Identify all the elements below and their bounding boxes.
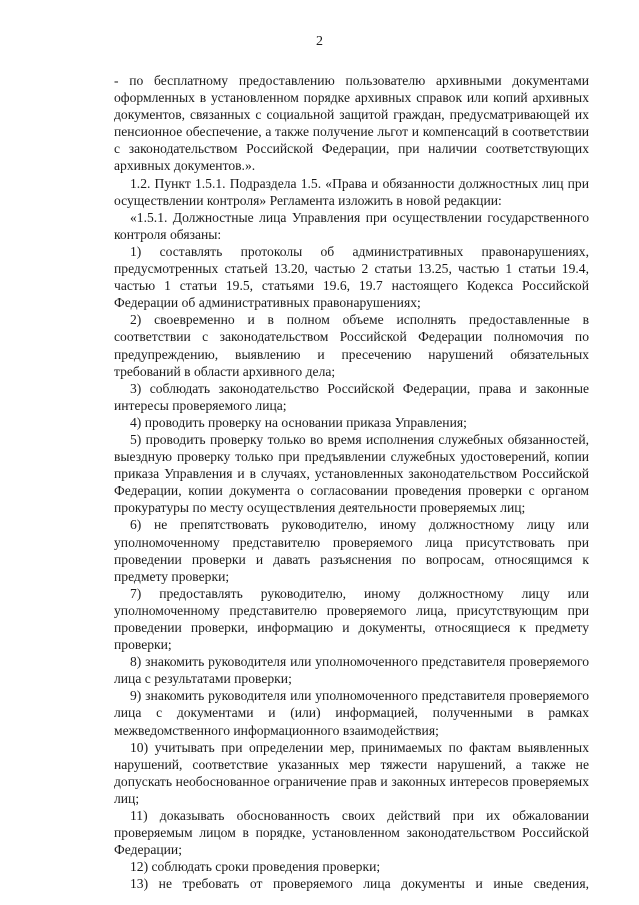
page-number: 2 bbox=[316, 34, 323, 49]
list-item: 12) соблюдать сроки проведения проверки; bbox=[130, 859, 381, 875]
list-item: 4) проводить проверку на основании приказа Управления; bbox=[130, 414, 467, 430]
list-item: 9) знакомить руководителя или уполномоченного представителя проверяемого лица с документами и (или) информацией, полученными в рамках межведомственного информационного взаимодействия; bbox=[114, 688, 589, 738]
list-item: 7) предоставлять руководителю, иному должностному лицу или уполномоченному представителю проверяемого лица, присутствующим при проведении проверки, информацию и документы, относящиеся к предмету проверки; bbox=[114, 585, 589, 653]
list-item: 3) соблюдать законодательство Российской Федерации, права и законные интересы проверяемого лица; bbox=[114, 380, 589, 413]
list-item: 8) знакомить руководителя или уполномоченного представителя проверяемого лица с результатами проверки; bbox=[114, 654, 589, 687]
list-item: 11) доказывать обоснованность своих действий при их обжаловании проверяемым лицом в порядке, установленном законодательством Российской Федерации; bbox=[114, 808, 589, 858]
list-item: 13) не требовать от проверяемого лица документы и иные сведения, bbox=[130, 876, 589, 892]
paragraph-clause-1-2: 1.2. Пункт 1.5.1. Подраздела 1.5. «Права и обязанности должностных лиц при осуществлении контроля» Регламента изложить в новой редакции: bbox=[114, 175, 589, 208]
list-item: 1) составлять протоколы об административных правонарушениях, предусмотренных статьей 13.20, частью 2 статьи 13.25, частью 1 статьи 19.4, частью 1 статьи 19.5, статьями 19.6, 19.7 настоящего Кодекса Российской Федерации об административных правонарушениях; bbox=[114, 243, 589, 311]
list-item: 2) своевременно и в полном объеме исполнять предоставленные в соответствии с законодательством Российской Федерации полномочия по предупреждению, выявлению и пресечению нарушений обязательных требований в области архивного дела; bbox=[114, 312, 589, 379]
list-item: 5) проводить проверку только во время исполнения служебных обязанностей, выездную проверку только при предъявлении служебных удостоверений, копии приказа Управления и в случаях, установленных законодательством Российской Федерации, копии документа о согласовании проведения проверки с органом прокуратуры по месту осуществления деятельности проверяемых лиц; bbox=[114, 431, 589, 516]
paragraph-archive-services: - по бесплатному предоставлению пользователю архивными документами оформленных в установленном порядке архивных справок или копий архивных документов, связанных с социальной защитой граждан, предусматривающей их пенсионное обеспечение, а также получение льгот и компенсаций в соответствии с законодательством Российской Федерации, при наличии соответствующих архивных документов.». bbox=[114, 73, 589, 174]
document-body bbox=[114, 72, 589, 893]
list-item: 6) не препятствовать руководителю, иному должностному лицу или уполномоченному представителю проверяемого лица присутствовать при проведении проверки и давать разъяснения по вопросам, относящимся к предмету проверки; bbox=[114, 517, 589, 584]
list-item: 10) учитывать при определении мер, принимаемых по фактам выявленных нарушений, соответствие указанных мер тяжести нарушений, а также не допускать необоснованное ограничение прав и законных интересов проверяемых лиц; bbox=[114, 739, 589, 806]
paragraph-clause-1-5-1: «1.5.1. Должностные лица Управления при осуществлении государственного контроля обязаны: bbox=[114, 209, 589, 242]
